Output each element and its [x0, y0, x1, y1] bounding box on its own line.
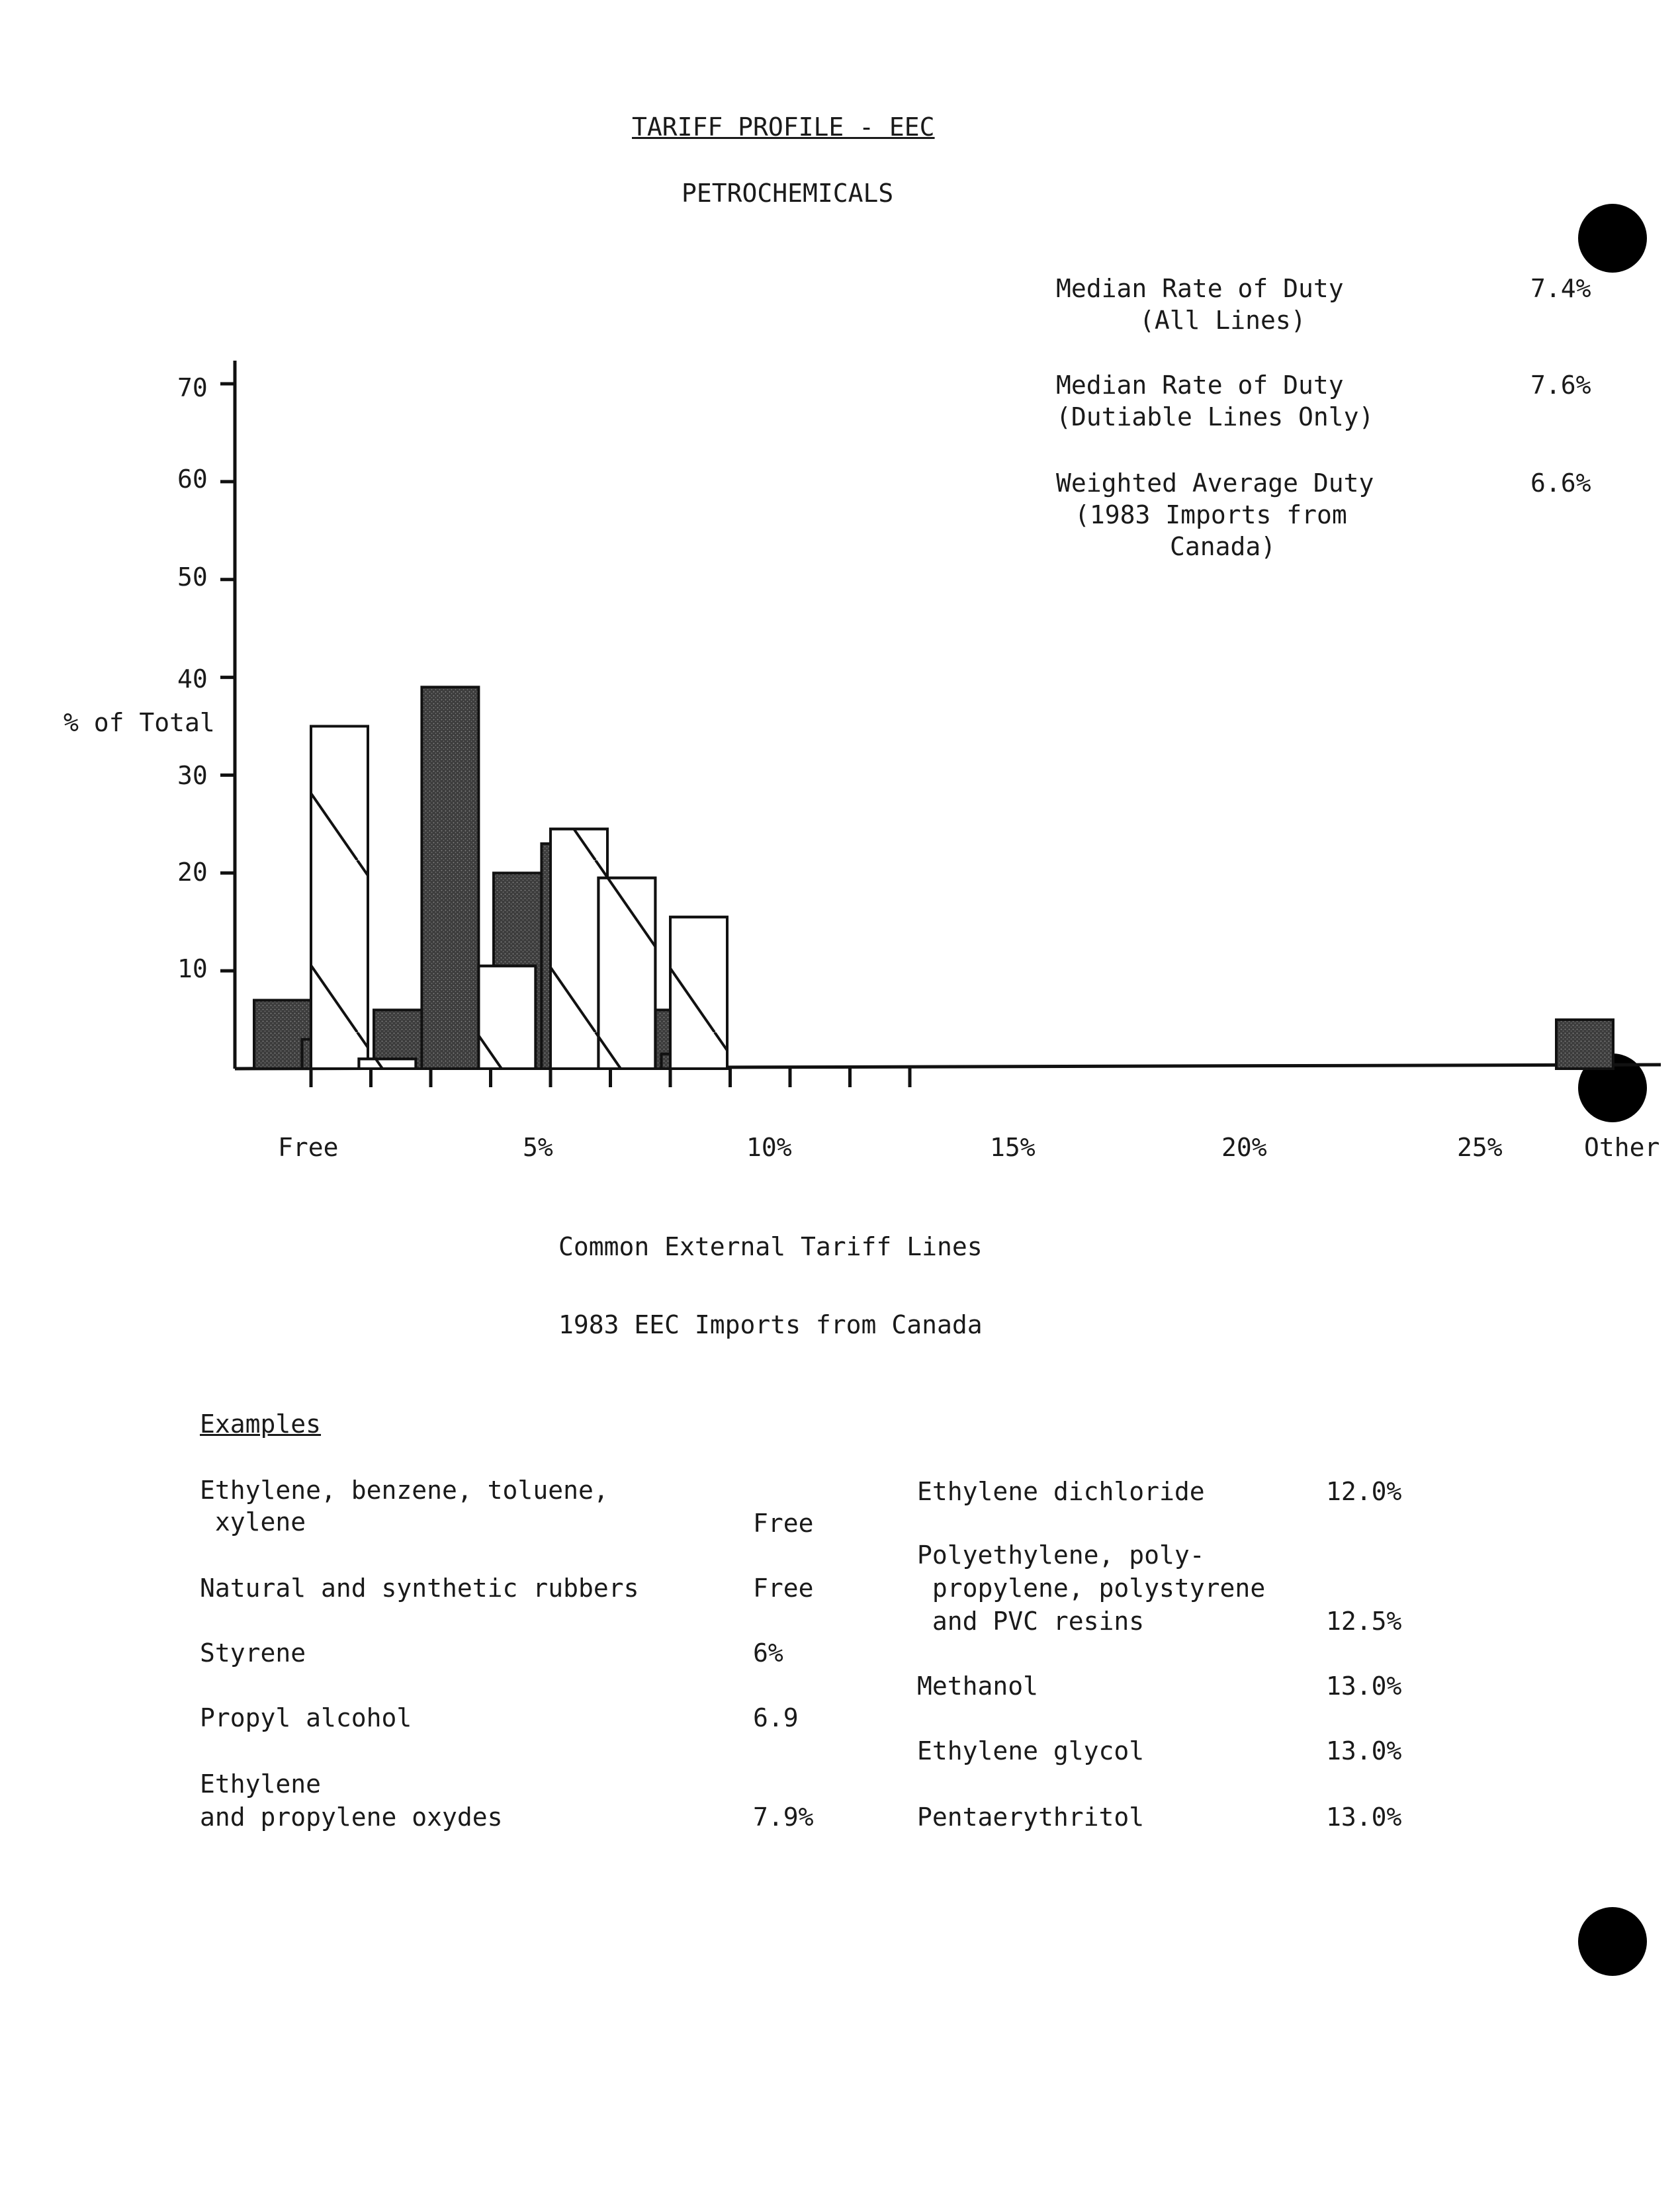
example-left-1-line1: Ethylene, benzene, toluene,: [200, 1476, 609, 1505]
example-right-1-rate: 12.0%: [1326, 1477, 1402, 1506]
y-axis-label: % of Total: [64, 708, 215, 737]
example-left-2-line1: Natural and synthetic rubbers: [200, 1574, 639, 1603]
examples-heading: Examples: [200, 1409, 322, 1439]
bar-imports: [598, 878, 655, 1069]
example-right-2-line2: propylene, polystyrene: [917, 1574, 1266, 1603]
stat-1-label-line2: (All Lines): [1139, 306, 1306, 335]
example-right-3-rate: 13.0%: [1326, 1672, 1402, 1701]
x-tick-label-10: 10%: [746, 1133, 792, 1162]
example-right-4-rate: 13.0%: [1326, 1736, 1402, 1765]
example-left-5-line2: and propylene oxydes: [200, 1803, 503, 1832]
example-right-5-line1: Pentaerythritol: [917, 1803, 1145, 1832]
stat-3-value: 6.6%: [1530, 468, 1591, 498]
example-left-3-line1: Styrene: [200, 1638, 306, 1668]
y-tick-label-10: 10: [177, 954, 208, 983]
y-tick-label-40: 40: [177, 664, 208, 693]
y-tick-label-70: 70: [177, 373, 208, 402]
x-tick-label-other: Other: [1584, 1133, 1660, 1162]
stat-3-label-line2: (1983 Imports from: [1075, 500, 1347, 529]
example-right-2-line3: and PVC resins: [917, 1607, 1145, 1636]
bar-imports: [359, 1059, 416, 1069]
stat-1-label-line1: Median Rate of Duty: [1056, 274, 1344, 303]
example-right-4-line1: Ethylene glycol: [917, 1736, 1145, 1765]
stat-3-label-line3: Canada): [1170, 532, 1276, 561]
x-tick-label-5: 5%: [523, 1133, 553, 1162]
example-right-2-line1: Polyethylene, poly-: [917, 1540, 1205, 1570]
example-left-5-rate: 7.9%: [753, 1803, 814, 1832]
example-left-1-rate: Free: [753, 1509, 814, 1538]
y-tick-label-50: 50: [177, 562, 208, 592]
x-tick-label-20: 20%: [1221, 1133, 1267, 1162]
bar-imports: [478, 966, 535, 1069]
example-right-3-line1: Methanol: [917, 1672, 1039, 1701]
example-left-5-line1: Ethylene: [200, 1769, 322, 1799]
example-right-5-rate: 13.0%: [1326, 1803, 1402, 1832]
stat-2-value: 7.6%: [1530, 371, 1591, 400]
legend-label-imports: 1983 EEC Imports from Canada: [558, 1310, 983, 1339]
example-left-2-rate: Free: [753, 1574, 814, 1603]
stat-2-label-line1: Median Rate of Duty: [1056, 371, 1344, 400]
stat-3-label-line1: Weighted Average Duty: [1056, 468, 1374, 498]
example-left-3-rate: 6%: [753, 1638, 783, 1668]
y-tick-label-60: 60: [177, 465, 208, 494]
y-tick-label-30: 30: [177, 761, 208, 790]
x-tick-label-free: Free: [278, 1133, 339, 1162]
bar-cet: [421, 687, 478, 1069]
example-right-2-rate: 12.5%: [1326, 1607, 1402, 1636]
x-tick-label-15: 15%: [990, 1133, 1036, 1162]
x-tick-label-25: 25%: [1457, 1133, 1503, 1162]
y-tick-label-20: 20: [177, 858, 208, 887]
bar-imports: [311, 727, 368, 1069]
page-subtitle: PETROCHEMICALS: [682, 179, 894, 208]
stat-2-label-line2: (Dutiable Lines Only): [1056, 402, 1374, 431]
punch-hole-bottom: [1578, 1907, 1647, 1976]
example-left-1-line2: xylene: [200, 1507, 306, 1537]
stat-1-value: 7.4%: [1530, 274, 1591, 303]
example-right-1-line1: Ethylene dichloride: [917, 1477, 1205, 1506]
legend-label-cet: Common External Tariff Lines: [558, 1232, 983, 1261]
example-left-4-line1: Propyl alcohol: [200, 1703, 412, 1732]
example-left-4-rate: 6.9: [753, 1703, 799, 1732]
page-title: TARIFF PROFILE - EEC: [632, 112, 935, 142]
bar-imports: [670, 917, 727, 1069]
bar-cet: [1556, 1020, 1613, 1069]
